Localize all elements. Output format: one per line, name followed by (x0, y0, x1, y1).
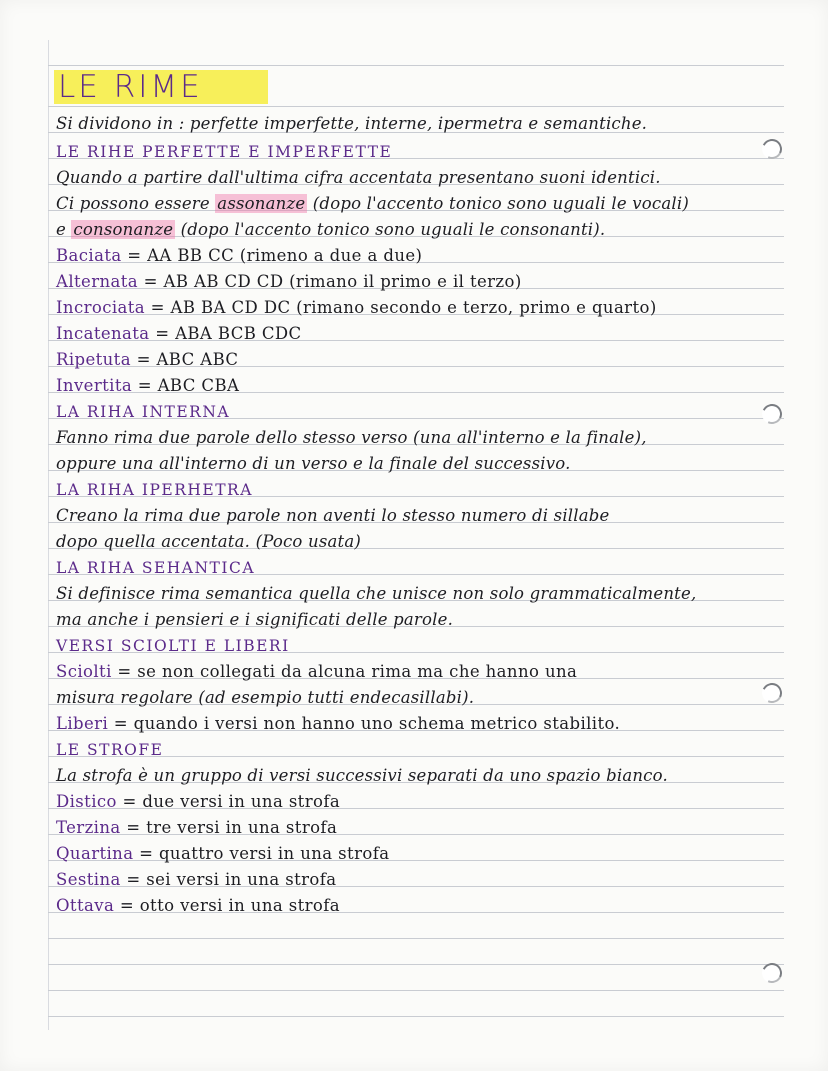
term-word: Ripetuta (56, 350, 131, 369)
note-line: oppure una all'interno di un verso e la finale del successivo. (56, 454, 571, 473)
term-line-sestina (56, 870, 337, 890)
section-heading-versi: VERSI SCIOLTI E LIBERI (56, 637, 290, 655)
term-line-invertita (56, 376, 239, 396)
term-definition: = quando i versi non hanno uno schema metrico stabilito. (108, 714, 621, 733)
term-line-baciata (56, 246, 422, 266)
term-word: Alternata (56, 272, 139, 291)
term-definition: = ABC CBA (132, 376, 240, 395)
note-text: (dopo l'accento tonico sono uguali le vocali) (307, 194, 689, 213)
note-line: misura regolare (ad esempio tutti endecasillabi). (56, 688, 475, 707)
term-definition: = AB AB CD CD (rimano il primo e il terzo) (138, 272, 522, 291)
term-definition: = ABC ABC (130, 350, 239, 369)
note-text: e (56, 220, 72, 239)
term-word: Ottava (56, 896, 115, 915)
note-line: ma anche i pensieri e i significati delle parole. (56, 610, 454, 629)
note-text: Ci possono essere (56, 194, 216, 213)
term-line-incrociata (56, 298, 657, 318)
term-word: Sestina (56, 870, 121, 889)
term-line-incatenata (56, 324, 302, 344)
note-line: La strofa è un gruppo di versi successivi separati da uno spazio bianco. (56, 766, 668, 785)
ruled-line (48, 938, 784, 939)
note-line: Quando a partire dall'ultima cifra accentata presentano suoni identici. (56, 168, 661, 187)
assonanze-highlight: assonanze (217, 194, 306, 213)
ruled-line (48, 65, 784, 66)
term-line-sciolti (56, 662, 577, 682)
term-word: Distico (56, 792, 117, 811)
note-line (56, 194, 689, 214)
term-word: Incrociata (56, 298, 146, 317)
term-word: Incatenata (56, 324, 150, 343)
term-definition: = sei versi in una strofa (120, 870, 337, 889)
term-word: Baciata (56, 246, 122, 265)
term-definition: = AA BB CC (rimeno a due a due) (121, 246, 423, 265)
consonanze-highlight: consonanze (73, 220, 174, 239)
page-title: LE RIME (58, 69, 203, 105)
ruled-line (48, 106, 784, 107)
binder-hole-icon (759, 401, 785, 427)
term-definition: = AB BA CD DC (rimano secondo e terzo, primo e quarto) (145, 298, 657, 317)
section-heading-semantica: LA RIHA SEHANTICA (56, 559, 256, 577)
term-definition: = tre versi in una strofa (120, 818, 338, 837)
note-text: (dopo l'accento tonico sono uguali le consonanti). (175, 220, 606, 239)
term-word: Invertita (56, 376, 133, 395)
term-definition: = otto versi in una strofa (114, 896, 340, 915)
note-line: Si definisce rima semantica quella che unisce non solo grammaticalmente, (56, 584, 697, 603)
term-word: Quartina (56, 844, 134, 863)
note-line: dopo quella accentata. (Poco usata) (56, 532, 362, 551)
section-heading-ipermetra: LA RIHA IPERHETRA (56, 481, 253, 499)
term-definition: = se non collegati da alcuna rima ma che hanno una (111, 662, 578, 681)
note-line: Si dividono in : perfette imperfette, interne, ipermetra e semantiche. (56, 114, 648, 133)
term-definition: = quattro versi in una strofa (133, 844, 390, 863)
note-line: Creano la rima due parole non aventi lo stesso numero di sillabe (56, 506, 610, 525)
term-word: Liberi (56, 714, 109, 733)
term-line-distico (56, 792, 340, 812)
section-heading-perfette: LE RIHE PERFETTE E IMPERFETTE (56, 143, 393, 161)
term-word: Terzina (56, 818, 121, 837)
term-word: Sciolti (56, 662, 112, 681)
ruled-line (48, 1016, 784, 1017)
term-line-quartina (56, 844, 389, 864)
ruled-line (48, 990, 784, 991)
term-line-terzina (56, 818, 337, 838)
margin-line (48, 40, 49, 1030)
term-line-ripetuta (56, 350, 238, 370)
term-definition: = ABA BCB CDC (149, 324, 302, 343)
section-heading-interna: LA RIHA INTERNA (56, 403, 231, 421)
term-line-alternata (56, 272, 522, 292)
note-line: Fanno rima due parole dello stesso verso (una all'interno e la finale), (56, 428, 647, 447)
ruled-line (48, 964, 784, 965)
term-line-ottava (56, 896, 340, 916)
note-line (56, 220, 605, 240)
section-heading-strofe: LE STROFE (56, 741, 164, 759)
term-definition: = due versi in una strofa (116, 792, 341, 811)
term-line-liberi (56, 714, 620, 734)
binder-hole-icon (759, 680, 785, 706)
